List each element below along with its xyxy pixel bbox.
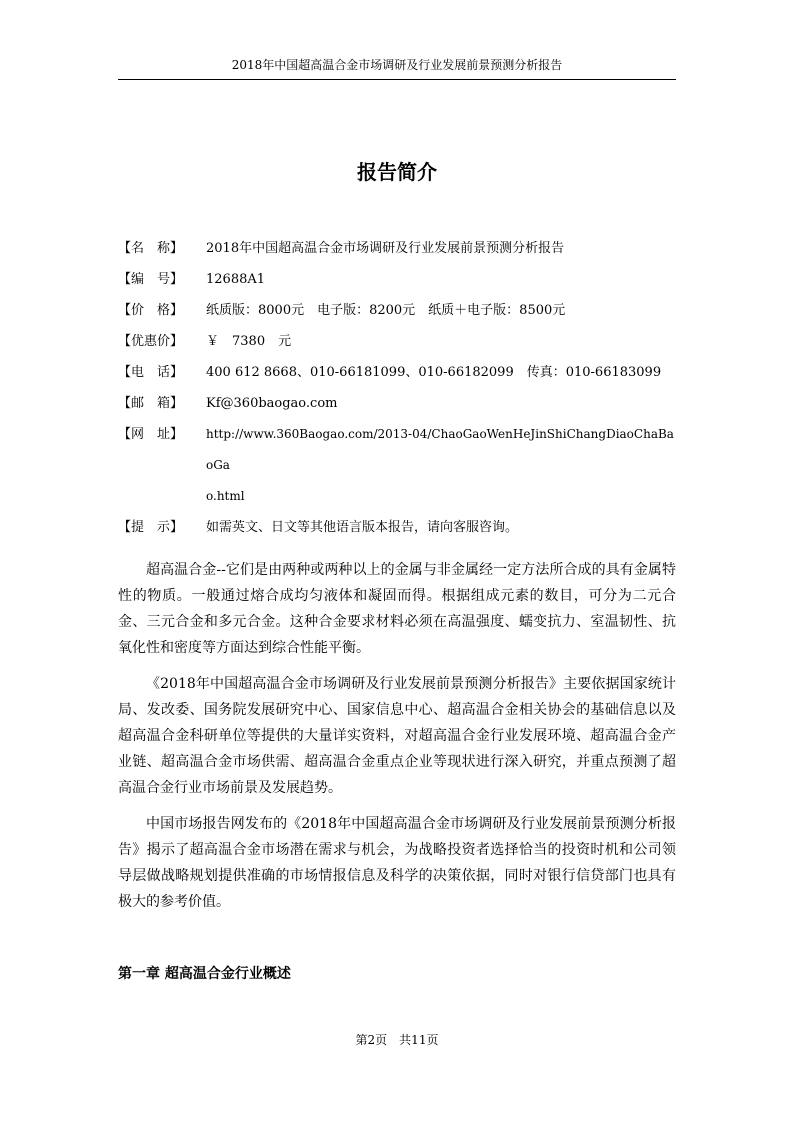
header-divider bbox=[118, 79, 676, 80]
info-label-name: 【名 称】 bbox=[118, 241, 184, 256]
info-value-price: 纸质版：8000元 电子版：8200元 纸质＋电子版：8500元 bbox=[206, 303, 566, 318]
info-label-tip: 【提 示】 bbox=[118, 520, 184, 535]
info-row-tip bbox=[118, 512, 678, 543]
page-header: 2018年中国超高温合金市场调研及行业发展前景预测分析报告 bbox=[231, 58, 563, 72]
info-row-name bbox=[118, 233, 678, 264]
description-paragraph: 《2018年中国超高温合金市场调研及行业发展前景预测分析报告》主要依据国家统计局、发改委、国务院发展研究中心、国家信息中心、超高温合金相关协会的基础信息以及超高温合金科研单位等提供的大量详实资料，对超高温合金行业发展环境、超高温合金产业链、超高温合金市场供需、超高温合金重点企业等现状进行深入研究，并重点预测了超高温合金行业市场前景及发展趋势。 bbox=[118, 676, 676, 796]
info-label-email: 【邮 箱】 bbox=[118, 396, 184, 411]
info-value-phone: 400 612 8668、010-66181099、010-66182099 传真：010-66183099 bbox=[206, 365, 662, 380]
info-label-price: 【价 格】 bbox=[118, 303, 184, 318]
report-description bbox=[118, 557, 676, 925]
report-title: 报告简介 bbox=[357, 160, 437, 184]
info-value-tip: 如需英文、日文等其他语言版本报告，请向客服咨询。 bbox=[206, 520, 519, 535]
website-url-line2[interactable]: o.html bbox=[206, 489, 245, 503]
info-row-website bbox=[118, 419, 678, 512]
info-label-phone: 【电 话】 bbox=[118, 365, 184, 380]
info-value-website[interactable] bbox=[206, 419, 678, 512]
info-value-code: 12688A1 bbox=[206, 272, 266, 287]
chapter-heading: 第一章 超高温合金行业概述 bbox=[118, 966, 291, 982]
info-label-website: 【网 址】 bbox=[118, 427, 184, 442]
info-value-name: 2018年中国超高温合金市场调研及行业发展前景预测分析报告 bbox=[206, 241, 565, 256]
info-value-discount: ￥ 7380 元 bbox=[206, 334, 292, 349]
description-paragraph: 超高温合金--它们是由两种或两种以上的金属与非金属经一定方法所合成的具有金属特性的物质。一般通过熔合成均匀液体和凝固而得。根据组成元素的数目，可分为二元合金、三元合金和多元合金。这种合金要求材料必须在高温强度、蠕变抗力、室温韧性、抗氧化性和密度等方面达到综合性能平衡。 bbox=[118, 562, 676, 656]
report-info-list bbox=[118, 233, 678, 543]
info-row-code bbox=[118, 264, 678, 295]
info-label-code: 【编 号】 bbox=[118, 272, 184, 287]
description-paragraph: 中国市场报告网发布的《2018年中国超高温合金市场调研及行业发展前景预测分析报告》揭示了超高温合金市场潜在需求与机会，为战略投资者选择恰当的投资时机和公司领导层做战略规划提供准确的市场情报信息及科学的决策依据，同时对银行信贷部门也具有极大的参考价值。 bbox=[118, 816, 676, 910]
info-value-email[interactable]: Kf@360baogao.com bbox=[206, 396, 338, 411]
info-row-discount bbox=[118, 326, 678, 357]
info-row-email bbox=[118, 388, 678, 419]
page-footer: 第2页 共11页 bbox=[355, 1033, 439, 1047]
info-row-price bbox=[118, 295, 678, 326]
info-label-discount: 【优惠价】 bbox=[118, 334, 184, 349]
website-url-line1[interactable]: http://www.360Baogao.com/2013-04/ChaoGaoWenHeJinShiChangDiaoChaBaoGa bbox=[206, 427, 674, 472]
info-row-phone bbox=[118, 357, 678, 388]
